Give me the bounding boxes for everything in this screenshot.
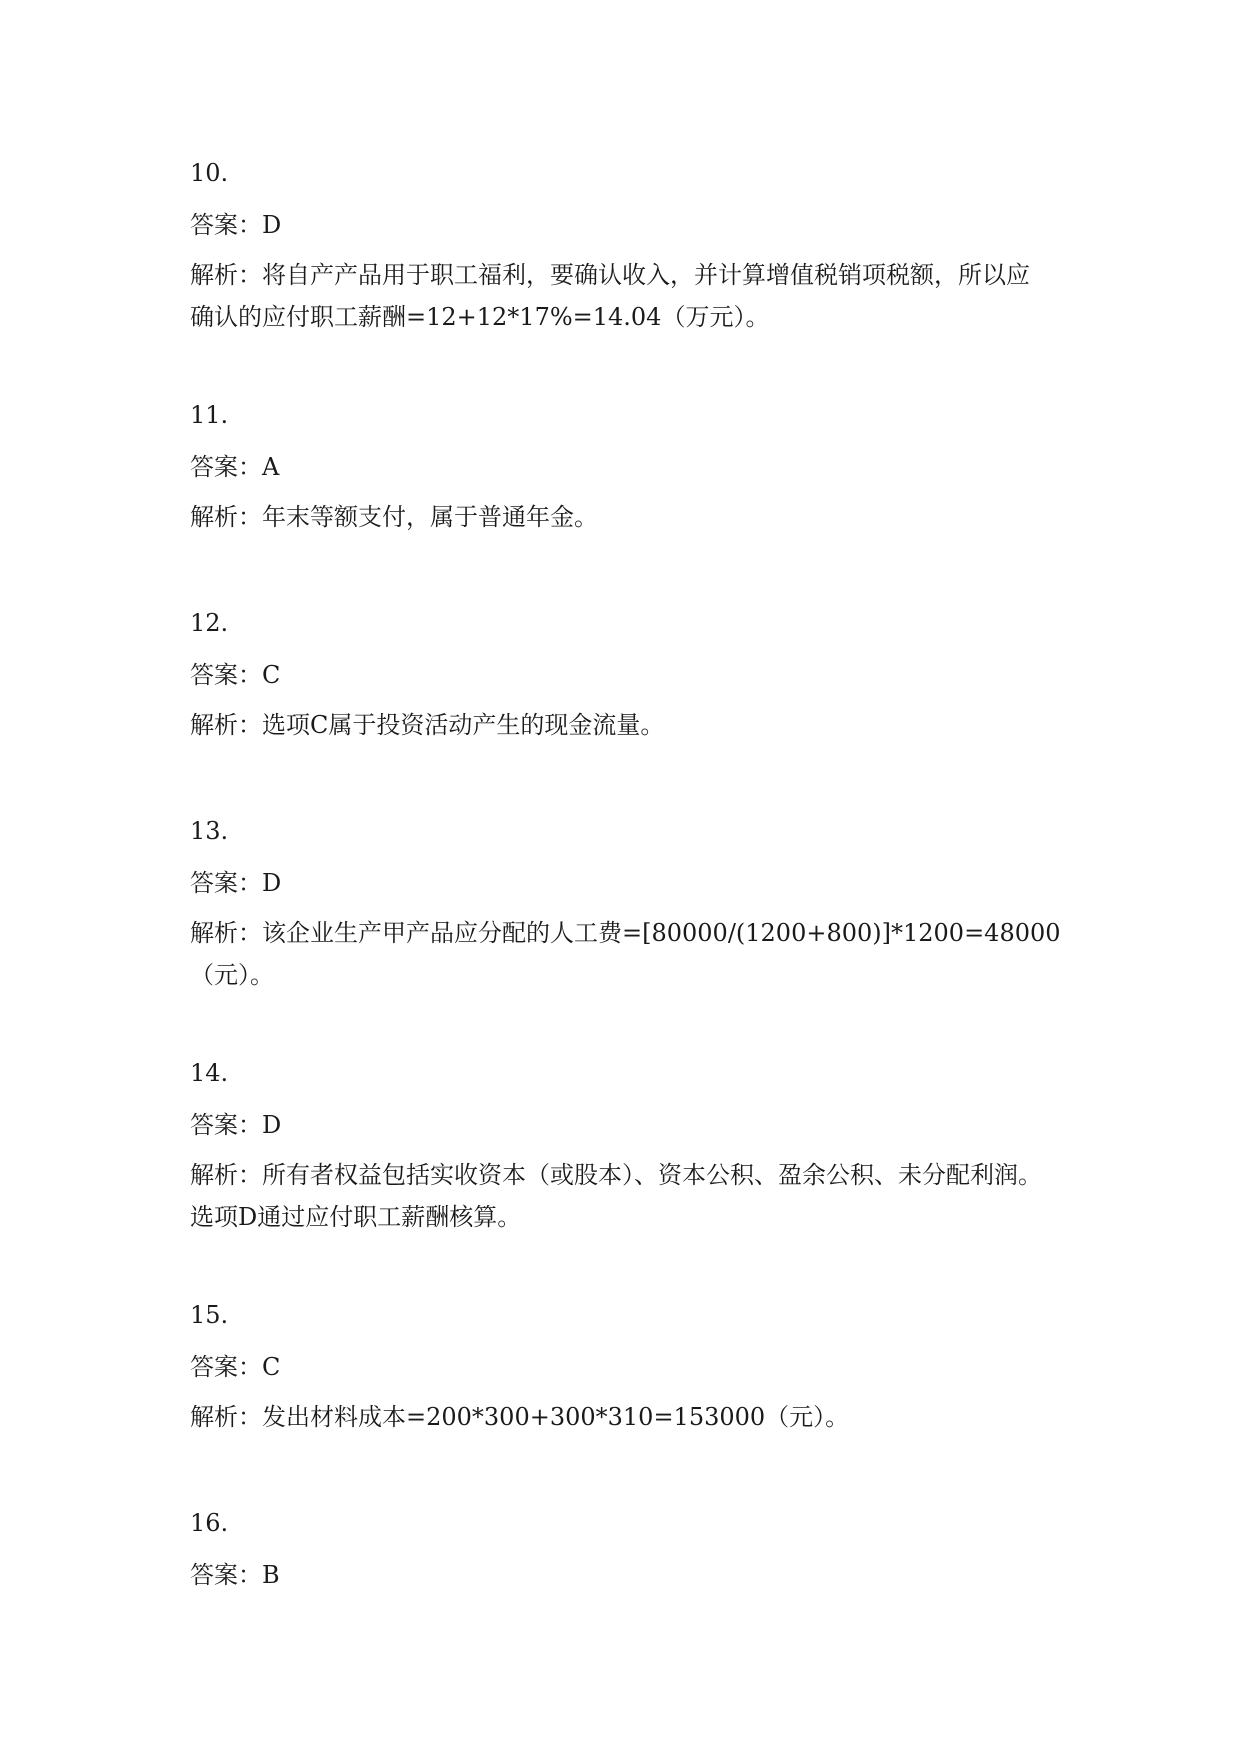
explanation-line: 解析：所有者权益包括实收资本（或股本）、资本公积、盈余公积、未分配利润。: [190, 1161, 1042, 1189]
question-number: 14.: [190, 1059, 229, 1087]
explanation: [190, 704, 1070, 746]
answer-line: 答案：C: [190, 661, 281, 689]
explanation-line: 解析：将自产产品用于职工福利，要确认收入，并计算增值税销项税额，所以应: [190, 261, 1030, 289]
explanation: [190, 496, 1070, 538]
answer-line: 答案：C: [190, 1353, 281, 1381]
explanation-line: 解析：发出材料成本=200*300+300*310=153000（元）。: [190, 1403, 850, 1431]
answer-line: 答案：A: [190, 453, 280, 481]
explanation: [190, 1396, 1070, 1438]
answer-line: 答案：D: [190, 1111, 282, 1139]
answer-line: 答案：B: [190, 1561, 280, 1589]
explanation-line: （元）。: [190, 961, 274, 989]
question-number: 10.: [190, 159, 229, 187]
question-number: 15.: [190, 1301, 229, 1329]
explanation-line: 确认的应付职工薪酬=12+12*17%=14.04（万元）。: [190, 303, 770, 331]
question-number: 11.: [190, 401, 229, 429]
question-number: 13.: [190, 817, 229, 845]
explanation: [190, 1154, 1070, 1238]
explanation-line: 选项D通过应付职工薪酬核算。: [190, 1203, 522, 1231]
explanation: [190, 254, 1070, 338]
explanation-line: 解析：该企业生产甲产品应分配的人工费=[80000/(1200+800)]*1200=48000: [190, 919, 1061, 947]
question-number: 16.: [190, 1509, 229, 1537]
explanation-line: 解析：选项C属于投资活动产生的现金流量。: [190, 711, 665, 739]
question-number: 12.: [190, 609, 229, 637]
answer-line: 答案：D: [190, 869, 282, 897]
explanation-line: 解析：年末等额支付，属于普通年金。: [190, 503, 598, 531]
answer-line: 答案：D: [190, 211, 282, 239]
explanation: [190, 912, 1070, 996]
